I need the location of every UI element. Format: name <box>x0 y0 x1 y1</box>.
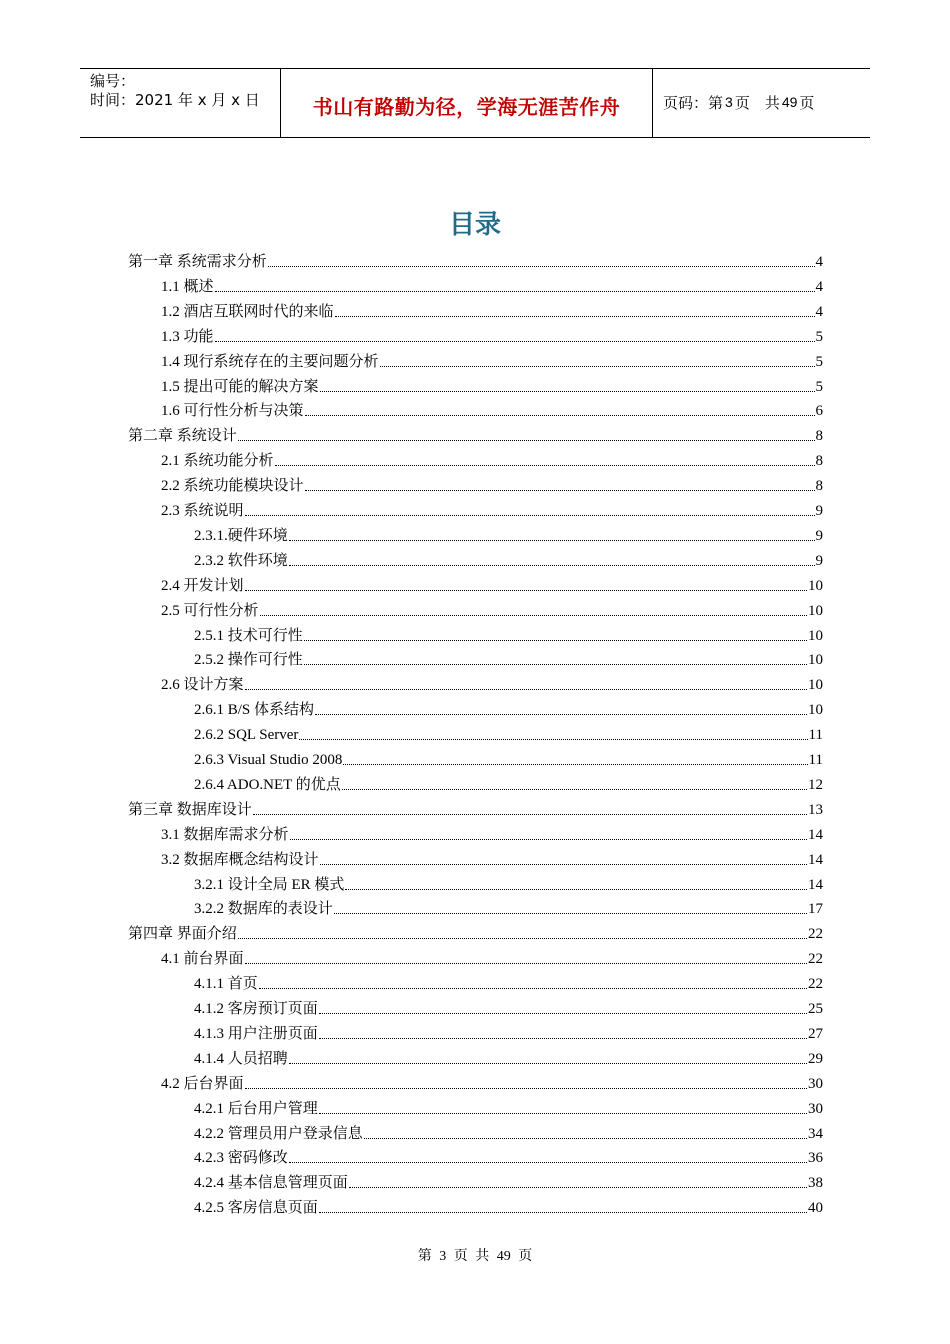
toc-leader-dots <box>289 564 815 566</box>
header-page-info <box>653 69 870 137</box>
toc-leader-dots <box>305 489 815 491</box>
toc-entry-page: 11 <box>808 752 823 768</box>
toc-entry[interactable] <box>128 920 823 944</box>
toc-entry-page: 5 <box>815 378 823 395</box>
page-footer: 第 3 页 共 49 页 <box>417 1249 533 1264</box>
toc-entry-label: 4.2.3 密码修改 <box>194 1150 288 1167</box>
toc-entry-label: 2.3.2 软件环境 <box>194 552 288 569</box>
toc-entry[interactable] <box>194 1194 823 1218</box>
toc-entry-page: 5 <box>815 353 823 370</box>
toc-leader-dots <box>289 539 815 541</box>
toc-entry-page: 14 <box>808 826 823 843</box>
toc-entry-page: 10 <box>808 677 823 694</box>
toc-entry-page: 4 <box>815 278 823 295</box>
toc-entry-label: 1.3 功能 <box>161 328 214 345</box>
toc-leader-dots <box>315 713 807 715</box>
toc-leader-dots <box>335 315 815 317</box>
toc-entry[interactable] <box>194 721 823 745</box>
toc-entry[interactable] <box>194 1045 823 1069</box>
toc-entry-page: 12 <box>808 776 823 793</box>
toc-entry-label: 第一章 系统需求分析 <box>128 254 267 270</box>
toc-entry[interactable] <box>194 646 823 670</box>
page-mid: 页 共 <box>734 93 780 112</box>
toc-entry-label: 2.5 可行性分析 <box>161 602 259 619</box>
toc-entry[interactable] <box>161 472 823 496</box>
toc-entry-label: 2.6.2 SQL Server <box>194 727 299 744</box>
toc-entry[interactable] <box>194 871 823 895</box>
toc-leader-dots <box>215 340 815 342</box>
toc-entry-page: 22 <box>808 926 823 943</box>
toc-leader-dots <box>305 414 815 416</box>
page-header <box>80 68 870 138</box>
toc-leader-dots <box>245 1087 807 1089</box>
toc-entry-page: 9 <box>815 552 823 569</box>
toc-leader-dots <box>320 863 807 865</box>
toc-entry-page: 5 <box>815 328 823 345</box>
toc-entry-page: 22 <box>808 976 823 993</box>
toc-leader-dots <box>238 439 815 441</box>
header-meta <box>80 69 281 137</box>
toc-entry-label: 2.5.2 操作可行性 <box>194 652 303 669</box>
toc-entry-label: 1.5 提出可能的解决方案 <box>161 378 319 395</box>
toc-leader-dots <box>345 888 807 890</box>
toc-entry-label: 2.1 系统功能分析 <box>161 453 274 470</box>
toc-entry[interactable] <box>161 447 823 471</box>
toc-entry[interactable] <box>161 1070 823 1094</box>
toc-entry-label: 第四章 界面介绍 <box>128 926 237 943</box>
toc-entry-label: 4.2.1 后台用户管理 <box>194 1100 318 1117</box>
toc-entry-page: 14 <box>808 876 823 893</box>
toc-leader-dots <box>364 1137 807 1139</box>
toc-leader-dots <box>245 514 815 516</box>
toc-entry-label: 2.6.3 Visual Studio 2008 <box>194 752 343 768</box>
toc-entry[interactable] <box>161 373 823 397</box>
toc-entry-label: 4.2.5 客房信息页面 <box>194 1200 318 1217</box>
toc-entry-page: 10 <box>808 652 823 669</box>
toc-entry[interactable] <box>194 522 823 546</box>
toc-entry-page: 38 <box>808 1175 823 1192</box>
toc-entry[interactable] <box>194 746 823 770</box>
toc-entry-page: 27 <box>808 1025 823 1042</box>
toc-entry-label: 2.3.1.硬件环境 <box>194 527 288 544</box>
toc-entry-label: 3.1 数据库需求分析 <box>161 826 289 843</box>
toc-entry-page: 22 <box>808 951 823 968</box>
toc-leader-dots <box>299 738 807 740</box>
toc-leader-dots <box>259 987 807 989</box>
toc-entry[interactable] <box>161 597 823 621</box>
toc-entry-label: 第三章 数据库设计 <box>128 801 252 818</box>
toc-entry[interactable] <box>161 945 823 969</box>
toc-leader-dots <box>343 763 807 765</box>
toc-entry[interactable] <box>194 622 823 646</box>
toc-entry-label: 3.2.1 设计全局 ER 模式 <box>194 876 345 893</box>
page-prefix: 页码：第 <box>663 93 724 112</box>
toc-entry[interactable] <box>194 1120 823 1144</box>
toc-leader-dots <box>319 1112 807 1114</box>
toc-entry-label: 4.2.4 基本信息管理页面 <box>194 1175 348 1192</box>
toc-leader-dots <box>290 838 807 840</box>
toc-entry-label: 第二章 系统设计 <box>128 428 237 445</box>
toc-entry-page: 9 <box>815 503 823 519</box>
toc-leader-dots <box>349 1186 807 1188</box>
toc-leader-dots <box>253 813 807 815</box>
toc-entry-page: 40 <box>808 1200 823 1217</box>
toc-leader-dots <box>268 265 815 267</box>
toc-entry-label: 1.4 现行系统存在的主要问题分析 <box>161 353 379 370</box>
toc-entry-label: 1.2 酒店互联网时代的来临 <box>161 303 334 320</box>
toc-entry-page: 4 <box>815 254 823 270</box>
header-motto: 书山有路勤为径，学海无涯苦作舟 <box>281 69 653 137</box>
toc-leader-dots <box>319 1037 807 1039</box>
toc-leader-dots <box>334 912 807 914</box>
toc-entry-page: 17 <box>808 901 823 918</box>
toc-leader-dots <box>319 1211 807 1213</box>
toc-entry-page: 10 <box>808 602 823 619</box>
toc-title: 目录 <box>448 210 501 240</box>
page-current: 3 <box>725 94 733 110</box>
toc-entry-page: 10 <box>808 702 823 719</box>
toc-entry-label: 4.2 后台界面 <box>161 1075 244 1092</box>
toc-leader-dots <box>245 688 807 690</box>
toc-entry-label: 1.1 概述 <box>161 278 214 295</box>
toc-leader-dots <box>275 464 815 466</box>
toc-entry-label: 2.5.1 技术可行性 <box>194 627 303 644</box>
toc-entry-page: 8 <box>815 428 823 445</box>
toc-entry[interactable] <box>161 821 823 845</box>
toc-entry-label: 4.1.2 客房预订页面 <box>194 1001 318 1017</box>
toc-leader-dots <box>215 290 815 292</box>
toc-entry[interactable] <box>128 796 823 820</box>
toc-entry-label: 4.1.3 用户注册页面 <box>194 1025 318 1042</box>
toc-entry-label: 3.2 数据库概念结构设计 <box>161 851 319 868</box>
toc-entry[interactable] <box>194 771 823 795</box>
toc-entry[interactable] <box>194 995 823 1019</box>
toc-entry-page: 14 <box>808 851 823 868</box>
toc-entry[interactable] <box>161 497 823 521</box>
toc-entry-page: 10 <box>808 627 823 644</box>
toc-entry[interactable] <box>128 422 823 446</box>
toc-entry[interactable] <box>161 348 823 372</box>
toc-leader-dots <box>289 1161 807 1163</box>
toc-leader-dots <box>342 788 807 790</box>
toc-entry[interactable] <box>194 1020 823 1044</box>
toc-entry-label: 3.2.2 数据库的表设计 <box>194 901 333 918</box>
toc-entry-page: 36 <box>808 1150 823 1167</box>
toc-leader-dots <box>380 365 815 367</box>
toc-entry-page: 10 <box>808 577 823 594</box>
toc-leader-dots <box>260 614 807 616</box>
toc-entry-label: 1.6 可行性分析与决策 <box>161 403 304 420</box>
toc-entry-label: 2.4 开发计划 <box>161 577 244 594</box>
toc-entry-label: 2.6.1 B/S 体系结构 <box>194 702 315 719</box>
page-total: 49 <box>781 94 798 110</box>
toc-entry-page: 25 <box>808 1001 823 1017</box>
toc-entry[interactable] <box>194 970 823 994</box>
toc-entry[interactable] <box>194 547 823 571</box>
toc-leader-dots <box>289 1062 807 1064</box>
toc-entry[interactable] <box>161 846 823 870</box>
toc-entry-page: 6 <box>815 403 823 420</box>
toc-entry[interactable] <box>161 671 823 695</box>
toc-entry[interactable] <box>194 895 823 919</box>
number-label: 编号： <box>90 72 136 90</box>
toc-entry-page: 9 <box>815 527 823 544</box>
toc-entry-label: 4.1.4 人员招聘 <box>194 1050 288 1067</box>
toc-entry[interactable] <box>161 572 823 596</box>
toc-entry-page: 13 <box>808 801 823 818</box>
toc-entry[interactable] <box>161 323 823 347</box>
toc-entry[interactable] <box>161 298 823 322</box>
toc-entry-page: 30 <box>808 1075 823 1092</box>
time-label: 时间：2021 年 x 月 x 日 <box>90 91 260 109</box>
toc-entry[interactable] <box>194 696 823 720</box>
toc-entry[interactable] <box>194 1169 823 1193</box>
toc-leader-dots <box>320 390 815 392</box>
toc-entry-page: 11 <box>808 727 823 744</box>
toc-leader-dots <box>304 639 807 641</box>
toc-entry[interactable] <box>161 397 823 421</box>
toc-entry-page: 34 <box>808 1125 823 1142</box>
toc-leader-dots <box>319 1012 807 1014</box>
toc-entry-page: 8 <box>815 478 823 495</box>
toc-entry-page: 4 <box>815 303 823 320</box>
toc-entry-page: 30 <box>808 1100 823 1117</box>
toc-entry-page: 29 <box>808 1050 823 1067</box>
toc-entry-label: 2.6 设计方案 <box>161 677 244 694</box>
toc-entry-label: 2.2 系统功能模块设计 <box>161 478 304 495</box>
toc-entry-label: 4.2.2 管理员用户登录信息 <box>194 1125 363 1142</box>
toc-leader-dots <box>238 937 807 939</box>
page-suffix: 页 <box>799 93 815 112</box>
toc-entry[interactable] <box>194 1144 823 1168</box>
toc-leader-dots <box>304 663 807 665</box>
toc-entry[interactable] <box>161 273 823 297</box>
toc-entry-label: 4.1.1 首页 <box>194 976 258 993</box>
toc-entry-page: 8 <box>815 453 823 470</box>
toc-leader-dots <box>245 589 807 591</box>
toc-entry[interactable] <box>128 248 823 272</box>
toc-entry-label: 2.3 系统说明 <box>161 503 244 519</box>
toc-leader-dots <box>245 962 807 964</box>
toc-entry-label: 2.6.4 ADO.NET 的优点 <box>194 776 341 793</box>
toc-entry-label: 4.1 前台界面 <box>161 951 244 968</box>
toc-entry[interactable] <box>194 1095 823 1119</box>
